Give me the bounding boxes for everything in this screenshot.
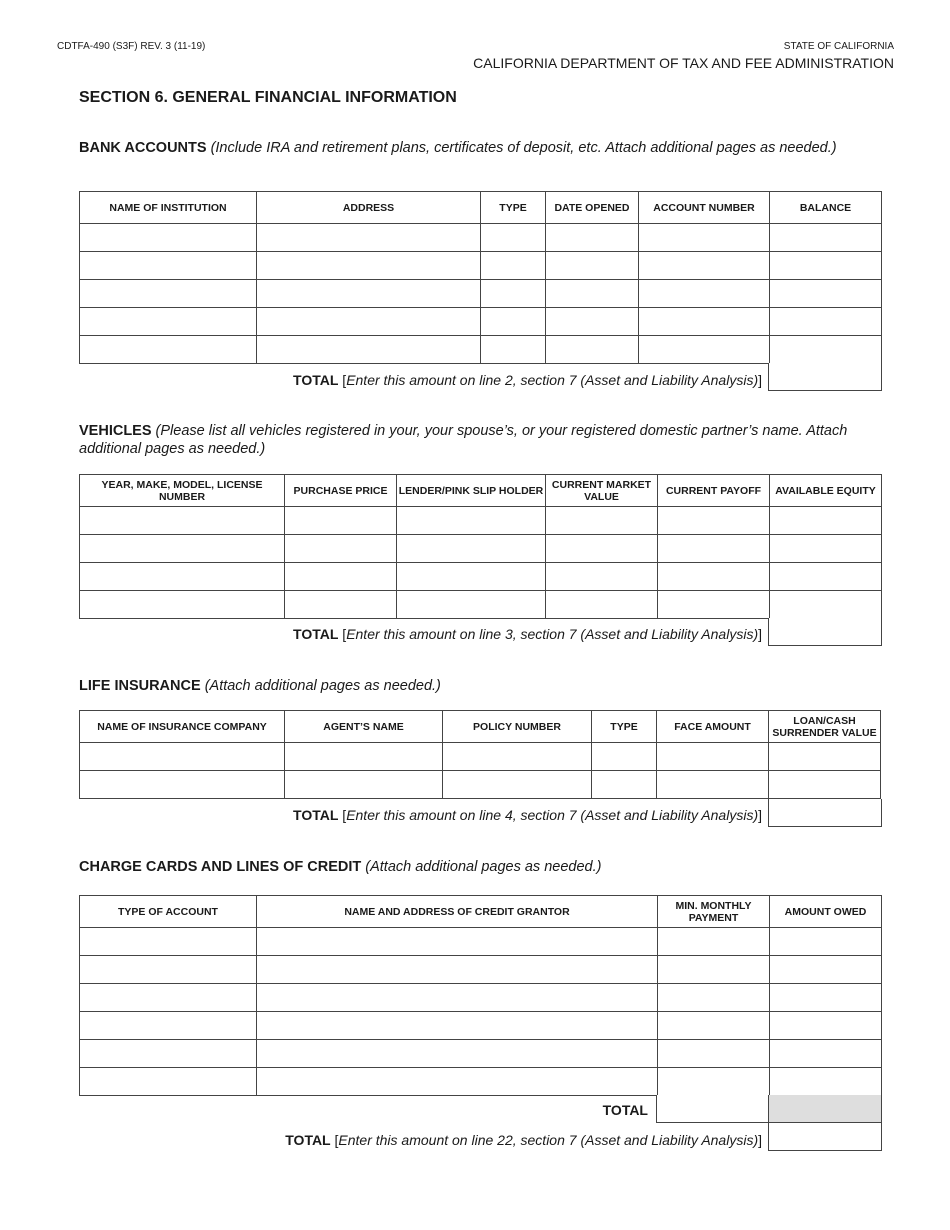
entry-cell[interactable] bbox=[770, 252, 882, 280]
table-row bbox=[80, 1040, 882, 1068]
entry-cell[interactable] bbox=[397, 507, 546, 535]
entry-cell[interactable] bbox=[546, 224, 639, 252]
table-row bbox=[80, 563, 882, 591]
table-row bbox=[80, 336, 882, 364]
bank-note: (Include IRA and retirement plans, certificates of deposit, etc. Attach additional pages as needed.) bbox=[210, 140, 837, 156]
entry-cell[interactable] bbox=[639, 336, 770, 364]
state-label: STATE OF CALIFORNIA bbox=[783, 41, 894, 52]
entry-cell[interactable] bbox=[257, 252, 481, 280]
entry-cell[interactable] bbox=[80, 1068, 257, 1096]
credit-table bbox=[79, 895, 882, 1096]
col-header: CURRENT MARKET VALUE bbox=[546, 475, 658, 507]
entry-cell[interactable] bbox=[770, 507, 882, 535]
entry-cell[interactable] bbox=[592, 743, 657, 771]
entry-cell[interactable] bbox=[658, 535, 770, 563]
entry-cell[interactable] bbox=[80, 252, 257, 280]
total-label: TOTAL bbox=[293, 626, 339, 642]
entry-cell[interactable] bbox=[481, 252, 546, 280]
entry-cell[interactable] bbox=[658, 507, 770, 535]
entry-cell[interactable] bbox=[80, 1012, 257, 1040]
entry-cell[interactable] bbox=[257, 1068, 658, 1096]
total-note: Enter this amount on line 3, section 7 (Asset and Liability Analysis) bbox=[346, 626, 759, 642]
entry-cell[interactable] bbox=[770, 984, 882, 1012]
total-note: Enter this amount on line 22, section 7 (Asset and Liability Analysis) bbox=[338, 1132, 759, 1148]
entry-cell[interactable] bbox=[397, 591, 546, 619]
entry-cell[interactable] bbox=[80, 984, 257, 1012]
credit-note: (Attach additional pages as needed.) bbox=[365, 859, 602, 875]
entry-cell[interactable] bbox=[658, 1012, 770, 1040]
bank-title: BANK ACCOUNTS bbox=[79, 140, 207, 156]
entry-cell[interactable] bbox=[257, 224, 481, 252]
entry-cell[interactable] bbox=[658, 928, 770, 956]
form-id: CDTFA-490 (S3F) REV. 3 (11-19) bbox=[57, 41, 206, 52]
bank-heading bbox=[79, 139, 839, 157]
entry-cell[interactable] bbox=[80, 1040, 257, 1068]
entry-cell[interactable] bbox=[80, 535, 285, 563]
table-row bbox=[80, 535, 882, 563]
section-title: SECTION 6. GENERAL FINANCIAL INFORMATION bbox=[79, 89, 457, 106]
total-label: TOTAL bbox=[293, 372, 339, 388]
table-row bbox=[80, 224, 882, 252]
table-row bbox=[80, 1012, 882, 1040]
entry-cell[interactable] bbox=[443, 771, 592, 799]
col-header: AGENT’S NAME bbox=[285, 711, 443, 743]
entry-cell[interactable] bbox=[546, 535, 658, 563]
insurance-total-field[interactable] bbox=[768, 799, 882, 827]
entry-cell[interactable] bbox=[80, 591, 285, 619]
table-row bbox=[80, 507, 882, 535]
entry-cell[interactable] bbox=[546, 336, 639, 364]
entry-cell[interactable] bbox=[770, 956, 882, 984]
col-header: LOAN/CASH SURRENDER VALUE bbox=[769, 711, 881, 743]
col-header: TYPE OF ACCOUNT bbox=[80, 896, 257, 928]
col-header: TYPE bbox=[481, 192, 546, 224]
entry-cell[interactable] bbox=[80, 336, 257, 364]
entry-cell[interactable] bbox=[546, 252, 639, 280]
entry-cell[interactable] bbox=[257, 1012, 658, 1040]
entry-cell[interactable] bbox=[770, 336, 882, 364]
entry-cell[interactable] bbox=[770, 1040, 882, 1068]
table-row bbox=[80, 591, 882, 619]
entry-cell[interactable] bbox=[546, 563, 658, 591]
entry-cell[interactable] bbox=[443, 743, 592, 771]
entry-cell[interactable] bbox=[770, 535, 882, 563]
credit-total-field[interactable] bbox=[768, 1123, 882, 1151]
table-row bbox=[80, 771, 881, 799]
insurance-note: (Attach additional pages as needed.) bbox=[204, 678, 441, 694]
entry-cell[interactable] bbox=[285, 563, 397, 591]
credit-heading bbox=[79, 858, 839, 876]
department-label: CALIFORNIA DEPARTMENT OF TAX AND FEE ADMINISTRATION bbox=[473, 55, 894, 71]
table-row bbox=[80, 956, 882, 984]
entry-cell[interactable] bbox=[481, 224, 546, 252]
entry-cell[interactable] bbox=[770, 928, 882, 956]
entry-cell[interactable] bbox=[257, 984, 658, 1012]
entry-cell[interactable] bbox=[546, 280, 639, 308]
entry-cell[interactable] bbox=[658, 984, 770, 1012]
entry-cell[interactable] bbox=[285, 743, 443, 771]
col-header: YEAR, MAKE, MODEL, LICENSE NUMBER bbox=[80, 475, 285, 507]
entry-cell[interactable] bbox=[658, 1040, 770, 1068]
entry-cell[interactable] bbox=[257, 308, 481, 336]
table-row bbox=[80, 280, 882, 308]
insurance-title: LIFE INSURANCE bbox=[79, 678, 201, 694]
entry-cell[interactable] bbox=[657, 771, 769, 799]
total-label: TOTAL bbox=[293, 807, 339, 823]
col-header: ACCOUNT NUMBER bbox=[639, 192, 770, 224]
entry-cell[interactable] bbox=[546, 308, 639, 336]
table-row bbox=[80, 1068, 882, 1096]
credit-subtotal-label: TOTAL bbox=[602, 1102, 648, 1118]
col-header: AVAILABLE EQUITY bbox=[770, 475, 882, 507]
entry-cell[interactable] bbox=[80, 956, 257, 984]
entry-cell[interactable] bbox=[546, 507, 658, 535]
credit-title: CHARGE CARDS AND LINES OF CREDIT bbox=[79, 859, 362, 875]
entry-cell[interactable] bbox=[285, 591, 397, 619]
col-header: POLICY NUMBER bbox=[443, 711, 592, 743]
col-header: MIN. MONTHLY PAYMENT bbox=[658, 896, 770, 928]
entry-cell[interactable] bbox=[658, 591, 770, 619]
col-header: FACE AMOUNT bbox=[657, 711, 769, 743]
entry-cell[interactable] bbox=[769, 771, 881, 799]
table-row bbox=[80, 308, 882, 336]
credit-min-payment-total-field[interactable] bbox=[656, 1095, 770, 1123]
col-header: TYPE bbox=[592, 711, 657, 743]
entry-cell[interactable] bbox=[770, 1068, 882, 1096]
entry-cell[interactable] bbox=[80, 280, 257, 308]
entry-cell[interactable] bbox=[257, 1040, 658, 1068]
vehicles-title: VEHICLES bbox=[79, 423, 152, 439]
entry-cell[interactable] bbox=[658, 563, 770, 591]
entry-cell[interactable] bbox=[770, 563, 882, 591]
col-header: NAME OF INSURANCE COMPANY bbox=[80, 711, 285, 743]
vehicles-note: (Please list all vehicles registered in your, your spouse’s, or your registered domestic partner’s name. Attach additional pages as needed.) bbox=[79, 423, 848, 457]
entry-cell[interactable] bbox=[639, 308, 770, 336]
entry-cell[interactable] bbox=[592, 771, 657, 799]
entry-cell[interactable] bbox=[770, 1012, 882, 1040]
total-note: Enter this amount on line 2, section 7 (Asset and Liability Analysis) bbox=[346, 372, 759, 388]
entry-cell[interactable] bbox=[769, 743, 881, 771]
insurance-table bbox=[79, 710, 881, 799]
col-header: BALANCE bbox=[770, 192, 882, 224]
entry-cell[interactable] bbox=[80, 507, 285, 535]
col-header: NAME OF INSTITUTION bbox=[80, 192, 257, 224]
col-header: ADDRESS bbox=[257, 192, 481, 224]
entry-cell[interactable] bbox=[481, 280, 546, 308]
entry-cell[interactable] bbox=[80, 928, 257, 956]
entry-cell[interactable] bbox=[285, 535, 397, 563]
insurance-total-line: TOTAL [Enter this amount on line 4, section 7 (Asset and Liability Analysis)] bbox=[293, 807, 762, 823]
total-label: TOTAL bbox=[285, 1132, 331, 1148]
col-header: AMOUNT OWED bbox=[770, 896, 882, 928]
table-row bbox=[80, 743, 881, 771]
entry-cell[interactable] bbox=[80, 771, 285, 799]
entry-cell[interactable] bbox=[80, 563, 285, 591]
entry-cell[interactable] bbox=[397, 563, 546, 591]
entry-cell[interactable] bbox=[770, 591, 882, 619]
bank-total-line: TOTAL [Enter this amount on line 2, section 7 (Asset and Liability Analysis)] bbox=[293, 372, 762, 388]
vehicles-total-field[interactable] bbox=[768, 618, 882, 646]
entry-cell[interactable] bbox=[80, 224, 257, 252]
entry-cell[interactable] bbox=[481, 308, 546, 336]
bank-total-field[interactable] bbox=[768, 363, 882, 391]
entry-cell[interactable] bbox=[770, 308, 882, 336]
entry-cell[interactable] bbox=[80, 308, 257, 336]
vehicles-table bbox=[79, 474, 882, 619]
col-header: LENDER/PINK SLIP HOLDER bbox=[397, 475, 546, 507]
entry-cell[interactable] bbox=[657, 743, 769, 771]
col-header: PURCHASE PRICE bbox=[285, 475, 397, 507]
entry-cell[interactable] bbox=[639, 252, 770, 280]
insurance-heading bbox=[79, 677, 839, 695]
entry-cell[interactable] bbox=[257, 280, 481, 308]
entry-cell[interactable] bbox=[257, 956, 658, 984]
entry-cell[interactable] bbox=[658, 956, 770, 984]
credit-total-line: TOTAL [Enter this amount on line 22, section 7 (Asset and Liability Analysis)] bbox=[285, 1132, 762, 1148]
entry-cell[interactable] bbox=[285, 771, 443, 799]
entry-cell[interactable] bbox=[285, 507, 397, 535]
entry-cell[interactable] bbox=[546, 591, 658, 619]
entry-cell[interactable] bbox=[658, 1068, 770, 1096]
entry-cell[interactable] bbox=[257, 336, 481, 364]
entry-cell[interactable] bbox=[770, 280, 882, 308]
entry-cell[interactable] bbox=[770, 224, 882, 252]
total-note: Enter this amount on line 4, section 7 (Asset and Liability Analysis) bbox=[346, 807, 759, 823]
entry-cell[interactable] bbox=[481, 336, 546, 364]
entry-cell[interactable] bbox=[639, 224, 770, 252]
table-row bbox=[80, 984, 882, 1012]
entry-cell[interactable] bbox=[397, 535, 546, 563]
col-header: CURRENT PAYOFF bbox=[658, 475, 770, 507]
col-header: DATE OPENED bbox=[546, 192, 639, 224]
entry-cell[interactable] bbox=[257, 928, 658, 956]
table-row bbox=[80, 928, 882, 956]
bank-table bbox=[79, 191, 882, 364]
vehicles-total-line: TOTAL [Enter this amount on line 3, section 7 (Asset and Liability Analysis)] bbox=[293, 626, 762, 642]
table-row bbox=[80, 252, 882, 280]
col-header: NAME AND ADDRESS OF CREDIT GRANTOR bbox=[257, 896, 658, 928]
entry-cell[interactable] bbox=[639, 280, 770, 308]
entry-cell[interactable] bbox=[80, 743, 285, 771]
vehicles-heading bbox=[79, 422, 869, 458]
credit-shaded-cell bbox=[768, 1095, 882, 1123]
